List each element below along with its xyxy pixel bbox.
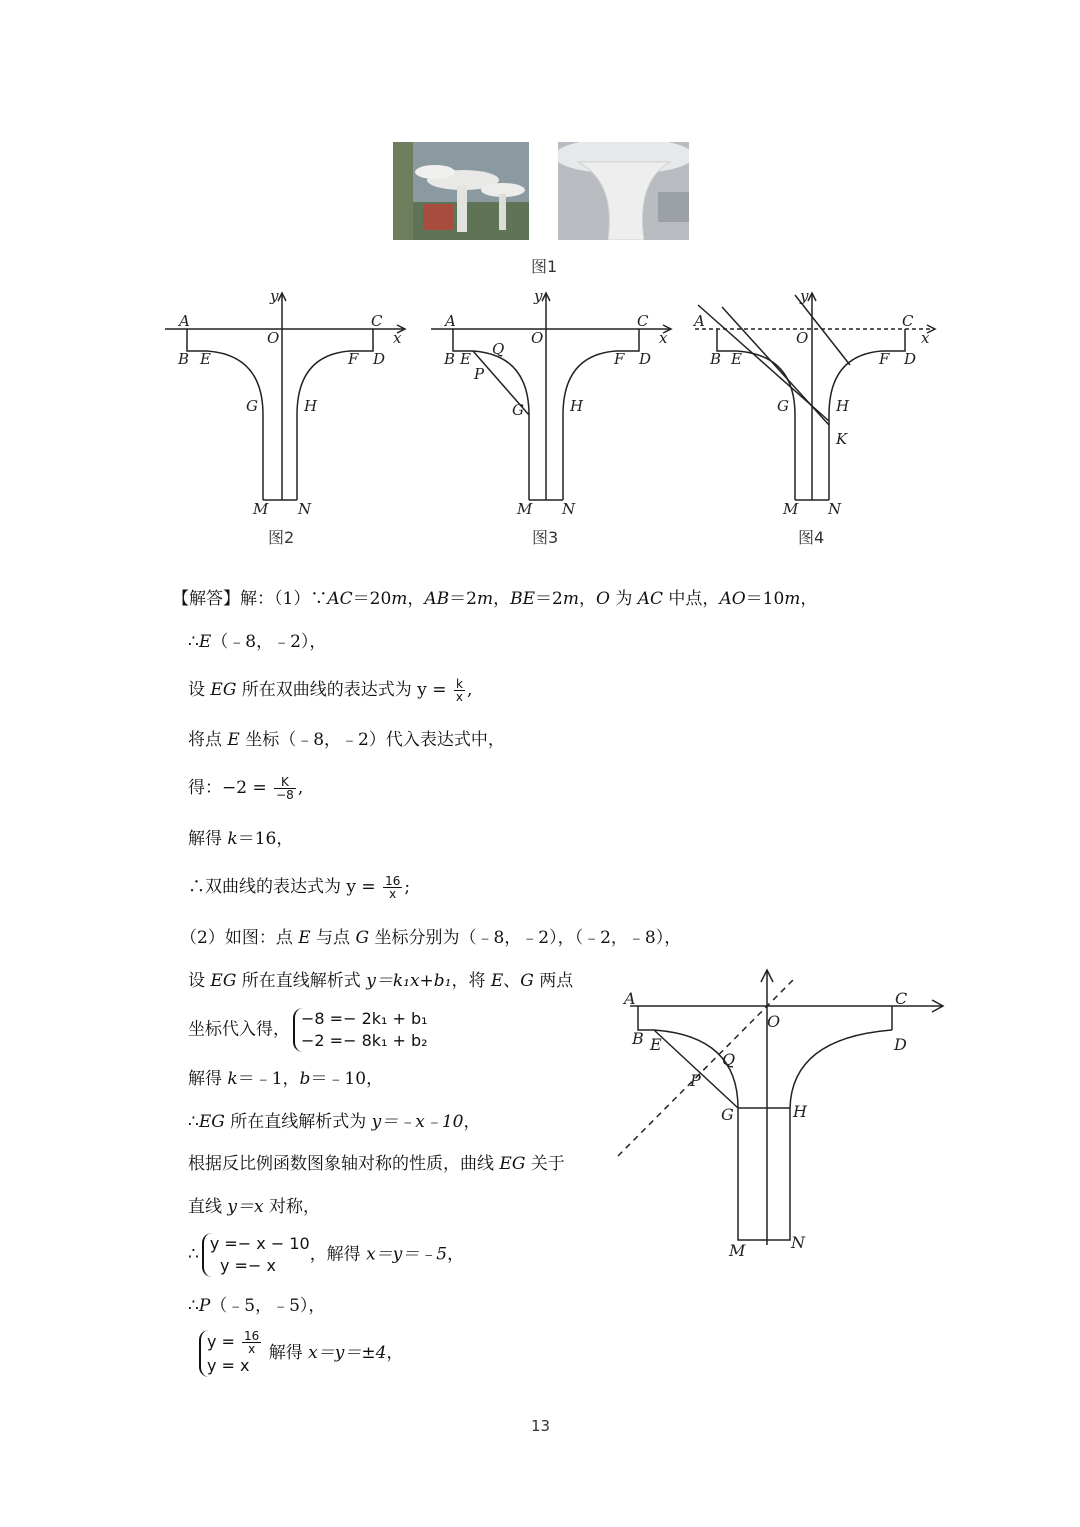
side-label-q: Q [722, 1050, 736, 1069]
fig3-label-d: D [639, 350, 652, 368]
fig4-label-o: O [796, 329, 809, 347]
fraction: $\frac{k}{x}$ [455, 677, 463, 704]
solution-line-1: 【解答】解：（1）∵AC＝20m，AB＝2m，BE＝2m，O 为 AC 中点，AO＝10m， [172, 589, 818, 609]
fig2-label-f: F [348, 350, 359, 368]
fig3-label-e: E [460, 350, 471, 368]
fig2-label-n: N [298, 500, 312, 518]
fig3-label-f: F [614, 350, 625, 368]
fig2-label-y: y [270, 287, 279, 305]
fig1-photo-right [558, 142, 689, 240]
fraction: $\frac{16}{x}$ [385, 874, 401, 901]
solution-line-11: 解得 k＝﹣1，b＝﹣10， [188, 1069, 384, 1089]
fig4-label-c: C [902, 312, 914, 330]
fig2-label-b: B [178, 350, 190, 368]
fig3-caption: 图3 [532, 528, 559, 547]
side-label-c: C [895, 989, 908, 1008]
fig4-caption: 图4 [798, 528, 825, 547]
fig1-caption: 图1 [531, 257, 558, 276]
fig3-label-g: G [512, 401, 524, 419]
solution-line-17: y = $\frac{16}{x}$ y = x 解得 x＝y＝±4， [196, 1330, 403, 1377]
solution-line-13: 根据反比例函数图象轴对称的性质，曲线 EG 关于 [188, 1154, 565, 1174]
fig2-label-c: C [371, 312, 383, 330]
solution-line-6: 解得 k＝16， [188, 829, 294, 849]
fig3-label-c: C [637, 312, 649, 330]
solution-line-16: ∴P（﹣5，﹣5）， [188, 1296, 326, 1316]
side-label-g: G [721, 1105, 734, 1124]
fig4-label-y: y [800, 287, 809, 305]
side-label-m: M [729, 1241, 746, 1260]
fig4-label-g: G [777, 397, 789, 415]
solution-line-10: 坐标代入得，−8 =− 2k₁ + b₁ −2 =− 8k₁ + b₂ [188, 1009, 428, 1050]
fig4-label-n: N [828, 500, 842, 518]
side-label-d: D [894, 1035, 907, 1054]
fig3-label-h: H [570, 397, 584, 415]
equation-system: y = $\frac{16}{x}$ y = x [199, 1330, 263, 1377]
fig3-label-b: B [444, 350, 456, 368]
fig3-label-y: y [534, 287, 543, 305]
fig2-caption: 图2 [268, 528, 295, 547]
fig3-label-m: M [517, 500, 533, 518]
solution-line-15: ∴y =− x − 10 y =− x，解得 x＝y＝﹣5， [188, 1234, 465, 1275]
fig3-label-p: P [474, 365, 485, 383]
fig2-label-d: D [373, 350, 386, 368]
side-label-b: B [632, 1029, 644, 1048]
equation-system: −8 =− 2k₁ + b₁ −2 =− 8k₁ + b₂ [293, 1008, 428, 1052]
fraction: $\frac{K}{-8}$ [276, 775, 294, 802]
solution-line-9: 设 EG 所在直线解析式 y＝k₁x+b₁，将 E、G 两点 [188, 971, 574, 991]
fig4-label-f: F [879, 350, 890, 368]
fig2-label-h: H [304, 397, 318, 415]
figure-2 [165, 293, 405, 500]
fig2-label-g: G [246, 397, 258, 415]
fig3-label-n: N [562, 500, 576, 518]
solution-line-2: ∴E（﹣8，﹣2）， [188, 632, 327, 652]
side-label-h: H [793, 1102, 807, 1121]
equation-system: y =− x − 10 y =− x [202, 1233, 310, 1277]
solution-line-7: ∴双曲线的表达式为 y = $\frac{16}{x}$ ; [188, 874, 411, 901]
side-label-n: N [791, 1233, 805, 1252]
fig4-label-h: H [836, 397, 850, 415]
page-number: 13 [531, 1417, 551, 1435]
fig4-label-a: A [694, 312, 705, 330]
solution-line-12: ∴EG 所在直线解析式为 y＝﹣x﹣10， [188, 1112, 481, 1132]
solution-line-8: （2）如图：点 E 与点 G 坐标分别为（﹣8，﹣2），（﹣2，﹣8）， [180, 928, 682, 948]
fig4-label-b: B [710, 350, 722, 368]
fig3-label-q: Q [492, 340, 505, 358]
fig2-label-e: E [200, 350, 211, 368]
fig4-label-m: M [783, 500, 799, 518]
fig4-label-d: D [904, 350, 917, 368]
fig1-photo-left [393, 142, 529, 240]
side-label-e: E [650, 1035, 662, 1054]
side-label-o: O [767, 1012, 781, 1031]
side-label-a: A [624, 989, 636, 1008]
side-label-p: P [690, 1071, 701, 1090]
figure-3 [431, 293, 671, 500]
fraction: $\frac{16}{x}$ [244, 1329, 260, 1356]
fig4-label-x: x [921, 329, 930, 347]
solution-line-4: 将点 E 坐标（﹣8，﹣2）代入表达式中， [188, 730, 505, 750]
solution-figure [610, 960, 955, 1270]
fig4-label-e: E [731, 350, 742, 368]
fig3-label-a: A [445, 312, 456, 330]
fig4-label-k: K [836, 430, 848, 448]
fig3-label-x: x [659, 329, 668, 347]
solution-line-14: 直线 y＝x 对称， [188, 1197, 321, 1217]
solution-line-3: 设 EG 所在双曲线的表达式为 y = $\frac{k}{x}$ , [188, 677, 473, 704]
fig3-label-o: O [531, 329, 544, 347]
figure-4 [695, 293, 935, 500]
figures-2-3-4 [150, 285, 950, 550]
solution-line-5: 得：−2 = $\frac{K}{-8}$ , [188, 775, 304, 802]
fig2-label-x: x [393, 329, 402, 347]
fig2-label-o: O [267, 329, 280, 347]
fig2-label-a: A [179, 312, 190, 330]
fig2-label-m: M [253, 500, 269, 518]
